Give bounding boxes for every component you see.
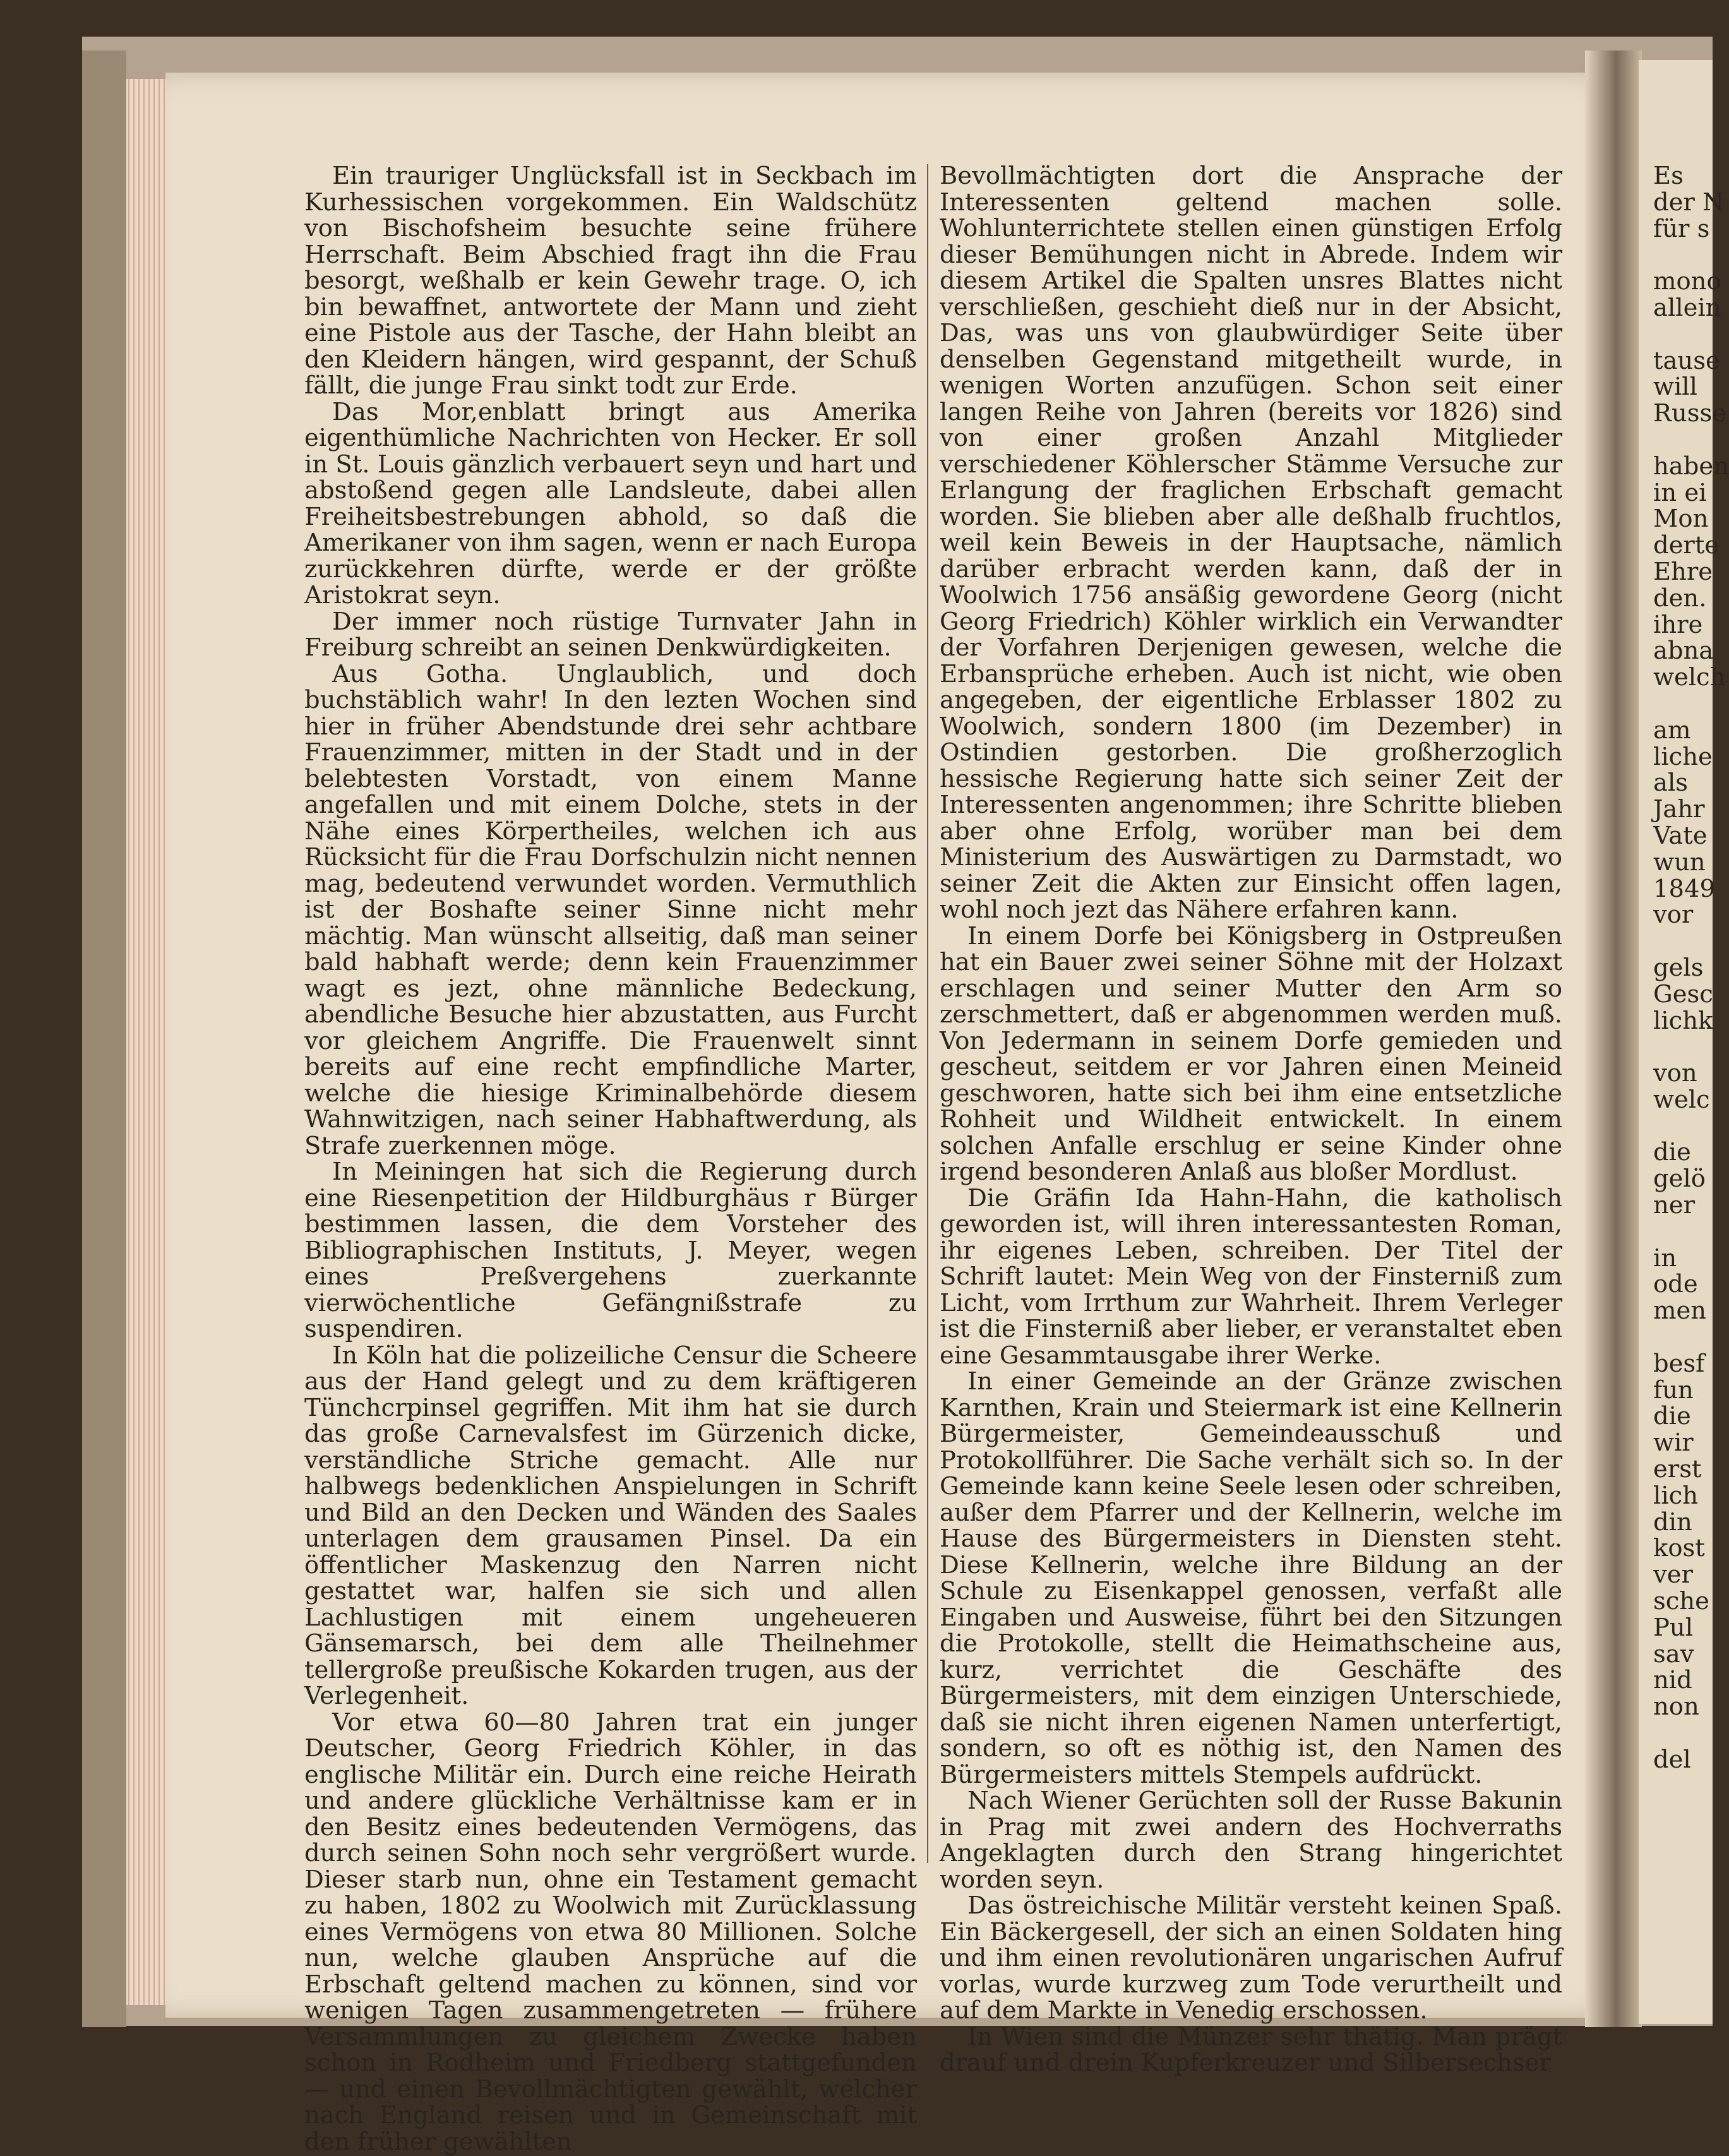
fragment-line: Jahr xyxy=(1653,795,1705,824)
fragment-line: Gesc xyxy=(1653,979,1713,1009)
fragment-line: gelö xyxy=(1653,1165,1706,1194)
fragment-line: der N xyxy=(1653,188,1724,217)
fragment-line: ode xyxy=(1653,1270,1698,1299)
fragment-line: lich xyxy=(1653,1481,1698,1510)
fragment-line: in ei xyxy=(1653,478,1707,507)
book-cover-edge xyxy=(82,51,126,2027)
fragment-line: fun xyxy=(1653,1375,1694,1404)
fragment-line xyxy=(1653,928,1713,955)
article-paragraph: In einem Dorfe bei Königsberg in Ostpreußen hat ein Bauer zwei seiner Söhne mit der Holzaxt erschlagen und seiner Mutter den Arm so zerschmettert, daß er abgenommen werden muß. Von Jedermann in seinem Dorfe gemieden und gescheut, seitdem er vor Jahren einen Meineid geschworen, hatte sich bei ihm eine entsetzliche Rohheit und Wildheit entwickelt. In einem solchen Anfalle erschlug er seine Kinder ohne irgend besonderen Anlaß aus bloßer Mordlust. xyxy=(940,921,1562,1186)
fragment-line: kost xyxy=(1653,1534,1705,1563)
fragment-line: non xyxy=(1653,1692,1699,1722)
page-edges-red-stained xyxy=(126,79,165,2005)
fragment-line: 1849 xyxy=(1653,874,1715,903)
fragment-line: nid xyxy=(1653,1666,1692,1695)
fragment-line: sav xyxy=(1653,1639,1694,1668)
fragment-line: Ehre xyxy=(1653,557,1713,586)
article-paragraph: Der immer noch rüstige Turnvater Jahn in Freiburg schreibt an seinen Denkwürdigkeiten. xyxy=(304,607,917,662)
article-paragraph: In Meiningen hat sich die Regierung durch eine Riesenpetition der Hildburghäus r Bürger bestimmen lassen, die dem Vorsteher des Bibliographischen Instituts, J. Meyer, wegen eines Preßvergehens zuerkannte vierwöchentliche Gefängnißstrafe zu suspendiren. xyxy=(304,1158,917,1343)
fragment-line: din xyxy=(1653,1507,1692,1536)
fragment-line: welc xyxy=(1653,1085,1710,1114)
article-paragraph: In einer Gemeinde an der Gränze zwischen Karnthen, Krain und Steiermark ist eine Kellnerin Bürgermeister, Gemeindeausschuß und Protokollführer. Die Sache verhält sich so. In der Gemeinde kann keine Seele lesen oder schreiben, außer dem Pfarrer und der Kellnerin, welche im Hause des Bürgermeisters in Diensten steht. Diese Kellnerin, welche ihre Bildung an der Schule zu Eisenkappel genossen, verfaßt alle Eingaben und Ausweise, führt bei den Sitzungen die Protokolle, stellt die Heimathscheine aus, kurz, verrichtet die Geschäfte des Bürgermeisters, mit dem einzigen Unterschiede, daß sie nicht ihren eigenen Namen unterfertigt, sondern, so oft es nöthig ist, den Namen des Bürgermeisters mittels Stempels aufdrückt. xyxy=(940,1367,1562,1789)
fragment-line: erst xyxy=(1653,1455,1702,1484)
fragment-line: will xyxy=(1653,373,1697,402)
fragment-line xyxy=(1653,1113,1713,1140)
column-right xyxy=(940,163,1562,2076)
fragment-line: welch xyxy=(1653,663,1726,692)
fragment-line: derte xyxy=(1653,531,1720,560)
fragment-line: als xyxy=(1653,769,1689,798)
fragment-line: haben xyxy=(1653,452,1729,481)
fragment-line: besf xyxy=(1653,1349,1705,1378)
fragment-line: Mon xyxy=(1653,505,1709,534)
article-paragraph: Ein trauriger Unglücksfall ist in Seckbach im Kurhessischen vorgekommen. Ein Waldschütz von Bischofsheim besuchte seine frühere Herrschaft. Beim Abschied fragt ihn die Frau besorgt, weßhalb er kein Gewehr trage. O, ich bin bewaffnet, antwortete der Mann und zieht eine Pistole aus der Tasche, der Hahn bleibt an den Kleidern hängen, wird gespannt, der Schuß fällt, die junge Frau sinkt todt zur Erde. xyxy=(304,162,917,400)
fragment-line: liche xyxy=(1653,742,1713,771)
fragment-line xyxy=(1653,427,1713,453)
fragment-line xyxy=(1653,1324,1713,1351)
article-paragraph: In Köln hat die polizeiliche Censur die Scheere aus der Hand gelegt und zu dem kräftigeren Tünchcrpinsel gegriffen. Mit ihm hat sie durch das große Carnevalsfest im Gürzenich dicke, verständliche Striche gemacht. Alle nur halbwegs bedenklichen Anspielungen in Schrift und Bild an den Decken und Wänden des Saales unterlagen dem grausamen Pinsel. Da ein öffentlicher Maskenzug den Narren nicht gestattet war, halfen sie sich und allen Lachlustigen mit einem ungeheueren Gänsemarsch, bei dem alle Theilnehmer tellergroße preußische Kokarden trugen, aus der Verlegenheit. xyxy=(304,1341,917,1710)
fragment-line: sche xyxy=(1653,1587,1709,1616)
fragment-line: die xyxy=(1653,1138,1691,1167)
fragment-line: ner xyxy=(1653,1191,1695,1220)
article-paragraph: In Wien sind die Münzer sehr thätig. Man prägt drauf und drein Kupferkreuzer und Silbersechser xyxy=(940,2022,1562,2077)
article-paragraph: Die Gräfin Ida Hahn-Hahn, die katholisch geworden ist, will ihren interessantesten Roman, ihr eigenes Leben, schreiben. Der Titel der Schrift lautet: Mein Weg von der Finsterniß zum Licht, vom Irrthum zur Wahrheit. Ihrem Verleger ist die Finsterniß aber lieber, er veranstaltet eben eine Gesammtausgabe ihrer Werke. xyxy=(940,1183,1562,1370)
fragment-line: del xyxy=(1653,1745,1691,1774)
article-paragraph: Nach Wiener Gerüchten soll der Russe Bakunin in Prag mit zwei andern des Hochverraths Angeklagten durch den Strang hingerichtet worden seyn. xyxy=(940,1787,1562,1894)
fragment-line: ver xyxy=(1653,1560,1693,1590)
article-paragraph: Aus Gotha. Unglaublich, und doch buchstäblich wahr! In den lezten Wochen sind hier in früher Abendstunde drei sehr achtbare Frauenzimmer, mitten in der Stadt und in der belebtesten Vorstadt, von einem Manne angefallen und mit einem Dolche, stets in der Nähe eines Körpertheiles, welchen ich aus Rücksicht für die Frau Dorfschulzin nicht nennen mag, bedeutend verwundet worden. Vermuthlich ist der Boshafte seiner Sinne nicht mehr mächtig. Man wünscht allseitig, daß man seiner bald habhaft werde; denn kein Frauenzimmer wagt es jezt, ohne männliche Bedeckung, abendliche Besuche hier abzustatten, aus Furcht vor gleichem Angriffe. Die Frauenwelt sinnt bereits auf eine recht empfindliche Marter, welche die hiesige Kriminalbehörde diesem Wahnwitzigen, nach seiner Habhaftwerdung, als Strafe zuerkennen möge. xyxy=(304,659,917,1160)
fragment-line xyxy=(1653,1034,1713,1060)
fragment-line: Russe xyxy=(1653,399,1727,428)
fragment-line xyxy=(1653,691,1713,717)
fragment-line: die xyxy=(1653,1402,1691,1431)
fragment-line: von xyxy=(1653,1059,1697,1088)
fragment-line: allein xyxy=(1653,293,1721,322)
article-paragraph: Das östreichische Militär versteht keinen Spaß. Ein Bäckergesell, der sich an einen Soldaten hing und ihm einen revolutionären ungarischen Aufruf vorlas, wurde kurzweg zum Tode verurtheilt und auf dem Markte in Venedig erschossen. xyxy=(940,1891,1562,2025)
fragment-line: wun xyxy=(1653,847,1706,877)
book-gutter xyxy=(1585,51,1642,2027)
fragment-line xyxy=(1653,1219,1713,1245)
fragment-line: am xyxy=(1653,716,1691,745)
fragment-line: ihre xyxy=(1653,610,1703,639)
fragment-line: Pul xyxy=(1653,1613,1694,1642)
fragment-line: in xyxy=(1653,1243,1677,1273)
fragment-line: mono xyxy=(1653,267,1721,296)
fragment-line: Es xyxy=(1653,162,1684,190)
fragment-line xyxy=(1653,242,1713,268)
article-paragraph: Vor etwa 60—80 Jahren trat ein junger Deutscher, Georg Friedrich Köhler, in das englische Militär ein. Durch eine reiche Heirath und andere glückliche Verhältnisse kam er in den Besitz eines bedeutenden Vermögens, das durch seinen Sohn noch sehr vergrößert wurde. Dieser starb nun, ohne ein Testament gemacht zu haben, 1802 zu Woolwich mit Zurücklassung eines Vermögens von etwa 80 Millionen. Solche nun, welche glauben Ansprüche auf die Erbschaft geltend machen zu können, sind vor wenigen Tagen zusammengetreten — frühere Versammlungen zu gleichem Zwecke haben schon in Rodheim und Friedberg stattgefunden — und einen Bevollmächtigten gewählt, welcher nach England reisen und in Gemeinschaft mit den früher gewählten xyxy=(304,1708,917,2156)
fragment-line: abna xyxy=(1653,637,1714,666)
column-divider xyxy=(927,164,928,1863)
fragment-line: lichk xyxy=(1653,1006,1713,1035)
fragment-line xyxy=(1653,321,1713,348)
fragment-line xyxy=(1653,1720,1713,1747)
fragment-line: den. xyxy=(1653,584,1707,613)
fragment-line: tause xyxy=(1653,346,1720,375)
fragment-line: gels xyxy=(1653,953,1704,982)
fragment-line: wir xyxy=(1653,1428,1694,1458)
article-paragraph: Das Mor,enblatt bringt aus Amerika eigenthümliche Nachrichten von Hecker. Er soll in St. Louis gänzlich verbauert seyn und hart und abstoßend gegen alle Landsleute, dabei allen Freiheitsbestrebungen abhold, so daß die Amerikaner von ihm sagen, wenn er nach Europa zurückkehren dürfte, werde er der größte Aristokrat seyn. xyxy=(304,397,917,609)
fragment-line: für s xyxy=(1653,214,1710,243)
article-paragraph: Bevollmächtigten dort die Ansprache der Interessenten geltend machen solle. Wohlunterrichtete stellen einen günstigen Erfolg dieser Bemühungen nicht in Abrede. Indem wir diesem Artikel die Spalten unsres Blattes nicht verschließen, geschieht dieß nur in der Absicht, Das, was uns von glaubwürdiger Seite über denselben Gegenstand mitgetheilt wurde, in wenigen Worten anzufügen. Schon seit einer langen Reihe von Jahren (bereits vor 1826) sind von einer großen Anzahl Mitglieder verschiedener Köhlerscher Stämme Versuche zur Erlangung der fraglichen Erbschaft gemacht worden. Sie blieben aber alle deßhalb fruchtlos, weil kein Beweis in der Hauptsache, nämlich darüber erbracht werden kann, daß der in Woolwich 1756 ansäßig gewordene Georg (nicht Georg Friedrich) Köhler wirklich ein Verwandter der Vorfahren Derjenigen gewesen, welche die Erbansprüche erheben. Auch ist nicht, wie oben angegeben, der eigentliche Erblasser 1802 zu Woolwich, sondern 1800 (im Dezember) in Ostindien gestorben. Die großherzoglich hessische Regierung hatte sich seiner Zeit der Interessenten angenommen; ihre Schritte blieben aber ohne Erfolg, worüber man bei dem Ministerium des Auswärtigen zu Darmstadt, wo seiner Zeit die Akten zur Einsicht offen lagen, wohl noch jezt das Nähere erfahren kann. xyxy=(940,162,1562,924)
fragment-line: Vate xyxy=(1653,821,1708,850)
column-left xyxy=(304,163,917,2155)
facing-page-text-fragments xyxy=(1653,162,1729,1774)
fragment-line: vor xyxy=(1653,901,1694,930)
fragment-line: men xyxy=(1653,1297,1707,1326)
